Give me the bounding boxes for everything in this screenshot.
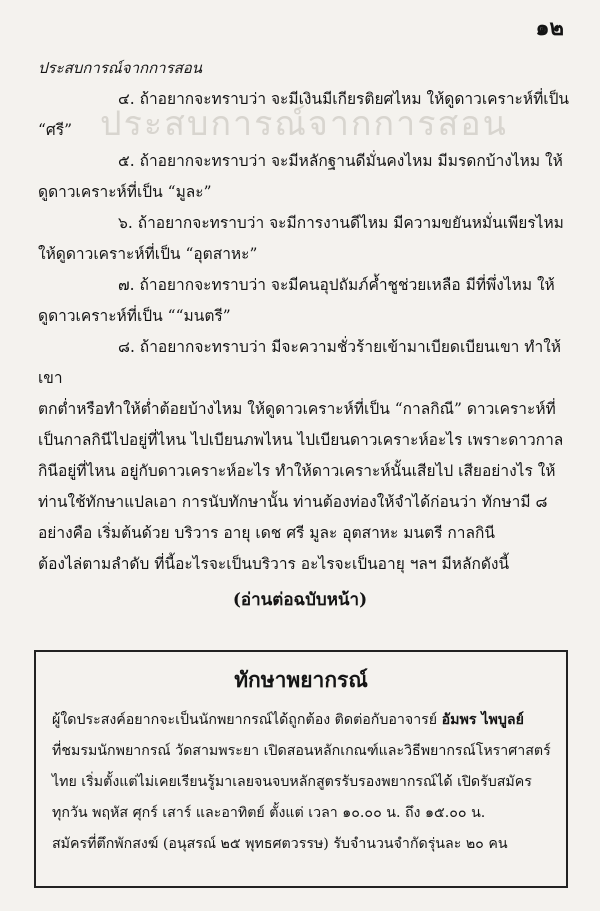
paragraph-7 <box>38 270 572 332</box>
teacher-name: อัมพร ไพบูลย์ <box>441 712 524 728</box>
ad-line: ทุกวัน พฤหัส ศุกร์ เสาร์ และอาทิตย์ ตั้งแต่ เวลา ๑๐.๐๐ น. ถึง ๑๕.๐๐ น. <box>52 805 486 821</box>
text-line: ดูดาวเคราะห์ที่เป็น ““มนตรี” <box>38 307 231 325</box>
text-line: ดูดาวเคราะห์ที่เป็น “มูละ” <box>38 183 212 201</box>
advertisement-box <box>34 650 568 888</box>
background-watermark: ประสบการณ์จากการสอน <box>100 104 508 144</box>
advertisement-title: ทักษาพยากรณ์ <box>234 667 368 692</box>
ad-line: ที่ชมรมนักพยากรณ์ วัดสามพระยา เปิดสอนหลักเกณฑ์และวิธีพยากรณ์โหราศาสตร์ <box>52 743 551 759</box>
text-line: ๘. ถ้าอยากจะทราบว่า มีจะความชั่วร้ายเข้ามาเบียดเบียนเขา ทำให้เขา <box>38 338 562 387</box>
advertisement-body <box>52 705 552 860</box>
text-line: กินีอยู่ที่ไหน อยู่กับดาวเคราะห์อะไร ทำให้ดาวเคราะห์นั้นเสียไป เสียอย่างไร ให้ <box>38 462 556 480</box>
text-line: ท่านใช้ทักษาแปลเอา การนับทักษานั้น ท่านต้องท่องให้จำได้ก่อนว่า ทักษามี ๘ <box>38 493 548 511</box>
body-text <box>38 84 572 580</box>
text-line: ๖. ถ้าอยากจะทราบว่า จะมีการงานดีไหม มีความขยันหมั่นเพียรไหม <box>118 214 564 232</box>
ad-line: สมัครที่ตึกพักสงฆ์ (อนุสรณ์ ๒๕ พุทธศตวรรษ) รับจำนวนจำกัดรุ่นละ ๒๐ คน <box>52 836 508 852</box>
text-line: ๕. ถ้าอยากจะทราบว่า จะมีหลักฐานดีมั่นคงไหม มีมรดกบ้างไหม ให้ <box>118 152 563 170</box>
text-line: อย่างคือ เริ่มต้นด้วย บริวาร อายุ เดช ศรี มูละ อุตสาหะ มนตรี กาลกินี <box>38 524 495 542</box>
ad-line-text: ผู้ใดประสงค์อยากจะเป็นนักพยากรณ์ได้ถูกต้อง ติดต่อกับอาจารย์ <box>52 712 442 728</box>
paragraph-5 <box>38 146 572 208</box>
text-line: ตกต่ำหรือทำให้ต่ำต้อยบ้างไหม ให้ดูดาวเคราะห์ที่เป็น “กาลกิณี” ดาวเคราะห์ที่ <box>38 400 556 418</box>
page-number: ๑๒ <box>535 15 564 41</box>
text-line: ๔. ถ้าอยากจะทราบว่า จะมีเงินมีเกียรติยศไหม ให้ดูดาวเคราะห์ที่เป็น <box>118 90 570 108</box>
running-head: ประสบการณ์จากการสอน <box>38 59 203 77</box>
paragraph-8 <box>38 332 572 580</box>
continued-next-issue-note: (อ่านต่อฉบับหน้า) <box>232 590 368 610</box>
paragraph-6 <box>38 208 572 270</box>
text-line: เป็นกาลกินีไปอยู่ที่ไหน ไปเบียนภพไหน ไปเบียนดาวเคราะห์อะไร เพราะดาวกาล <box>38 431 564 449</box>
ad-line <box>52 705 552 736</box>
ad-line: ไทย เริ่มตั้งแต่ไม่เคยเรียนรู้มาเลยจนจบหลักสูตรรับรองพยากรณ์ได้ เปิดรับสมัคร <box>52 774 532 790</box>
text-line: ต้องไล่ตามลำดับ ที่นี้อะไรจะเป็นบริวาร อะไรจะเป็นอายุ ฯลฯ มีหลักดังนี้ <box>38 555 510 573</box>
text-line: ให้ดูดาวเคราะห์ที่เป็น “อุตสาหะ” <box>38 245 258 263</box>
text-line: ๗. ถ้าอยากจะทราบว่า จะมีคนอุปถัมภ์ค้ำชูช่วยเหลือ มีที่พึ่งไหม ให้ <box>118 276 555 294</box>
text-line: “ศรี” <box>38 121 73 139</box>
paragraph-4 <box>38 84 572 146</box>
